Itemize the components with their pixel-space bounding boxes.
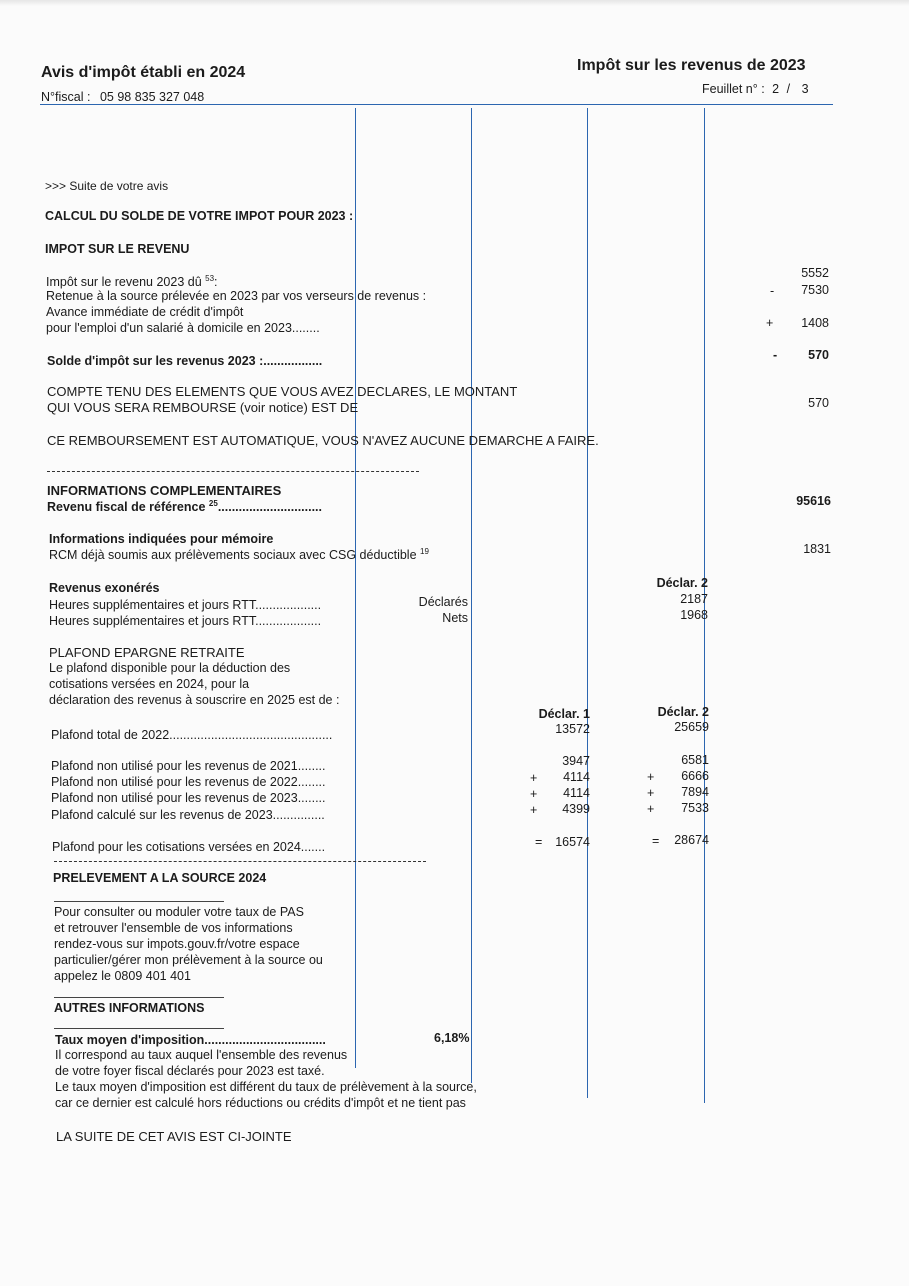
- column-rule-2: [471, 108, 472, 1083]
- retirement-final-sign2: =: [652, 834, 660, 848]
- sheet-label: Feuillet n° :: [702, 82, 765, 96]
- refund-automatic-note: CE REMBOURSEMENT EST AUTOMATIQUE, VOUS N'AVEZ AUCUNE DEMARCHE A FAIRE.: [47, 433, 599, 448]
- intro-text: >>> Suite de votre avis: [45, 179, 169, 193]
- rate-explanation-line: Le taux moyen d'imposition est différent du taux de prélèvement à la source,: [55, 1080, 477, 1094]
- retirement-total-2: 25659: [674, 720, 709, 734]
- fiscal-number-line: [41, 90, 204, 104]
- retirement-row-sign1: +: [530, 803, 538, 817]
- retirement-row-sign2: +: [647, 770, 655, 784]
- tax-due-label: [46, 274, 218, 289]
- advance-label-2: pour l'emploi d'un salarié à domicile en 2023........: [46, 321, 320, 335]
- retirement-final-sign1: =: [535, 835, 543, 849]
- footer-note: LA SUITE DE CET AVIS EST CI-JOINTE: [56, 1129, 292, 1144]
- tax-due-text: Impôt sur le revenu 2023 dû: [46, 275, 202, 290]
- advance-label-1: Avance immédiate de crédit d'impôt: [46, 305, 244, 319]
- other-info-title: AUTRES INFORMATIONS: [54, 1001, 205, 1015]
- withheld-sign: -: [770, 284, 775, 298]
- retirement-row-label: Plafond non utilisé pour les revenus de 2023........: [51, 791, 326, 805]
- retirement-final-label: Plafond pour les cotisations versées en 2024.......: [52, 840, 326, 854]
- retirement-row-label: Plafond non utilisé pour les revenus de 2021........: [51, 759, 326, 773]
- rfr-note: 25: [208, 499, 218, 508]
- retirement-total-1: 13572: [555, 722, 590, 736]
- exempt-row1-type: Déclarés: [418, 595, 468, 609]
- refund-line-1: COMPTE TENU DES ELEMENTS QUE VOUS AVEZ DECLARES, LE MONTANT: [47, 384, 518, 399]
- rate-explanation-line: car ce dernier est calculé hors réductions ou crédits d'impôt et ne tient pas: [55, 1096, 466, 1110]
- notice-title: Avis d'impôt établi en 2024: [41, 64, 246, 81]
- rfr-dots: ..............................: [217, 500, 322, 515]
- pas-line: et retrouver l'ensemble de vos informations: [54, 921, 293, 935]
- sheet-number: [702, 82, 809, 96]
- retirement-row-sign2: +: [647, 802, 655, 816]
- exempt-row2-label: Heures supplémentaires et jours RTT...................: [49, 614, 322, 628]
- refund-line-2: QUI VOUS SERA REMBOURSE (voir notice) EST DE: [47, 400, 359, 415]
- tax-due-note: 53: [205, 274, 215, 283]
- rate-explanation-line: de votre foyer fiscal déclarés pour 2023 est taxé.: [55, 1064, 325, 1078]
- retirement-final-2: 28674: [674, 833, 709, 847]
- exempt-title: Revenus exonérés: [49, 581, 160, 595]
- rfr-text: Revenu fiscal de référence: [47, 500, 206, 515]
- balance-sign: -: [773, 348, 778, 362]
- calc-title: CALCUL DU SOLDE DE VOTRE IMPOT POUR 2023 :: [45, 209, 354, 223]
- rcm-value: 1831: [803, 542, 831, 556]
- retirement-row-value1: 4114: [563, 770, 590, 784]
- retirement-final-1: 16574: [555, 835, 590, 849]
- exempt-row2-type: Nets: [442, 611, 468, 625]
- rfr-value: 95616: [796, 494, 831, 508]
- exempt-row1-value: 2187: [680, 592, 708, 606]
- retirement-row-value1: 3947: [562, 754, 590, 768]
- retirement-row-value2: 6666: [681, 769, 709, 783]
- retirement-row-value2: 7894: [681, 785, 709, 799]
- tax-due-value: 5552: [801, 266, 829, 280]
- pas-line: Pour consulter ou moduler votre taux de PAS: [54, 905, 304, 919]
- pas-rule: [54, 901, 224, 902]
- advance-value: 1408: [801, 316, 829, 330]
- income-tax-title: IMPOT SUR LE REVENU: [45, 242, 190, 256]
- average-rate-value: 6,18%: [434, 1031, 470, 1045]
- pas-line: appelez le 0809 401 401: [54, 969, 191, 983]
- retirement-row-value2: 6581: [681, 753, 709, 767]
- scan-top-shadow: [0, 0, 909, 6]
- exempt-row1-label: Heures supplémentaires et jours RTT...................: [49, 598, 322, 612]
- withheld-label: Retenue à la source prélevée en 2023 par vos verseurs de revenus :: [46, 289, 427, 303]
- rfr-label: [47, 499, 322, 514]
- withheld-value: 7530: [801, 283, 829, 297]
- fiscal-label: N°fiscal :: [41, 90, 91, 104]
- sheet-current: 2: [772, 82, 780, 96]
- exempt-col-header: Déclar. 2: [656, 576, 708, 590]
- exempt-row2-value: 1968: [680, 608, 708, 622]
- section-separator-1: [47, 471, 419, 472]
- retirement-row-sign1: +: [530, 771, 538, 785]
- retirement-row-sign2: +: [647, 786, 655, 800]
- average-rate-label: Taux moyen d'imposition...................................: [55, 1033, 326, 1047]
- pas-line: rendez-vous sur impots.gouv.fr/votre espace: [54, 937, 300, 951]
- retirement-row-value1: 4114: [563, 786, 590, 800]
- refund-value: 570: [808, 396, 829, 410]
- sheet-separator: /: [786, 82, 791, 96]
- retirement-desc-2: cotisations versées en 2024, pour la: [49, 677, 250, 691]
- rcm-text: RCM déjà soumis aux prélèvements sociaux avec CSG déductible: [49, 548, 417, 563]
- retirement-desc-3: déclaration des revenus à souscrire en 2025 est de :: [49, 693, 340, 707]
- rate-explanation-line: Il correspond au taux auquel l'ensemble des revenus: [55, 1048, 348, 1062]
- balance-value: 570: [808, 348, 829, 362]
- header-rule: [40, 104, 833, 105]
- pas-line: particulier/gérer mon prélèvement à la source ou: [54, 953, 323, 967]
- pas-title: PRELEVEMENT A LA SOURCE 2024: [53, 871, 267, 885]
- column-rule-1: [355, 108, 356, 1068]
- retirement-row-label: Plafond non utilisé pour les revenus de 2022........: [51, 775, 326, 789]
- other-top-rule: [54, 997, 224, 998]
- section-separator-2: [54, 861, 426, 862]
- fiscal-number: 05 98 835 327 048: [99, 90, 205, 104]
- retirement-desc-1: Le plafond disponible pour la déduction des: [49, 661, 291, 675]
- column-rule-3: [587, 108, 588, 1098]
- tax-due-colon: :: [214, 275, 218, 290]
- retirement-col2-header: Déclar. 2: [657, 705, 709, 719]
- rcm-label: [49, 547, 429, 562]
- other-rule: [54, 1028, 224, 1029]
- balance-label: Solde d'impôt sur les revenus 2023 :.................: [47, 354, 323, 368]
- retirement-row-value1: 4399: [562, 802, 590, 816]
- rcm-note: 19: [420, 547, 429, 556]
- memo-title: Informations indiquées pour mémoire: [49, 532, 274, 546]
- retirement-row-sign1: +: [530, 787, 538, 801]
- sheet-total: 3: [801, 82, 809, 96]
- complementary-title: INFORMATIONS COMPLEMENTAIRES: [47, 483, 282, 498]
- retirement-row-value2: 7533: [681, 801, 709, 815]
- retirement-row-label: Plafond calculé sur les revenus de 2023...............: [51, 808, 325, 822]
- retirement-col1-header: Déclar. 1: [538, 707, 590, 721]
- tax-year-title: Impôt sur les revenus de 2023: [577, 57, 806, 74]
- retirement-total-label: Plafond total de 2022...............................................: [51, 728, 333, 742]
- advance-sign: +: [766, 316, 774, 330]
- retirement-title: PLAFOND EPARGNE RETRAITE: [49, 645, 245, 660]
